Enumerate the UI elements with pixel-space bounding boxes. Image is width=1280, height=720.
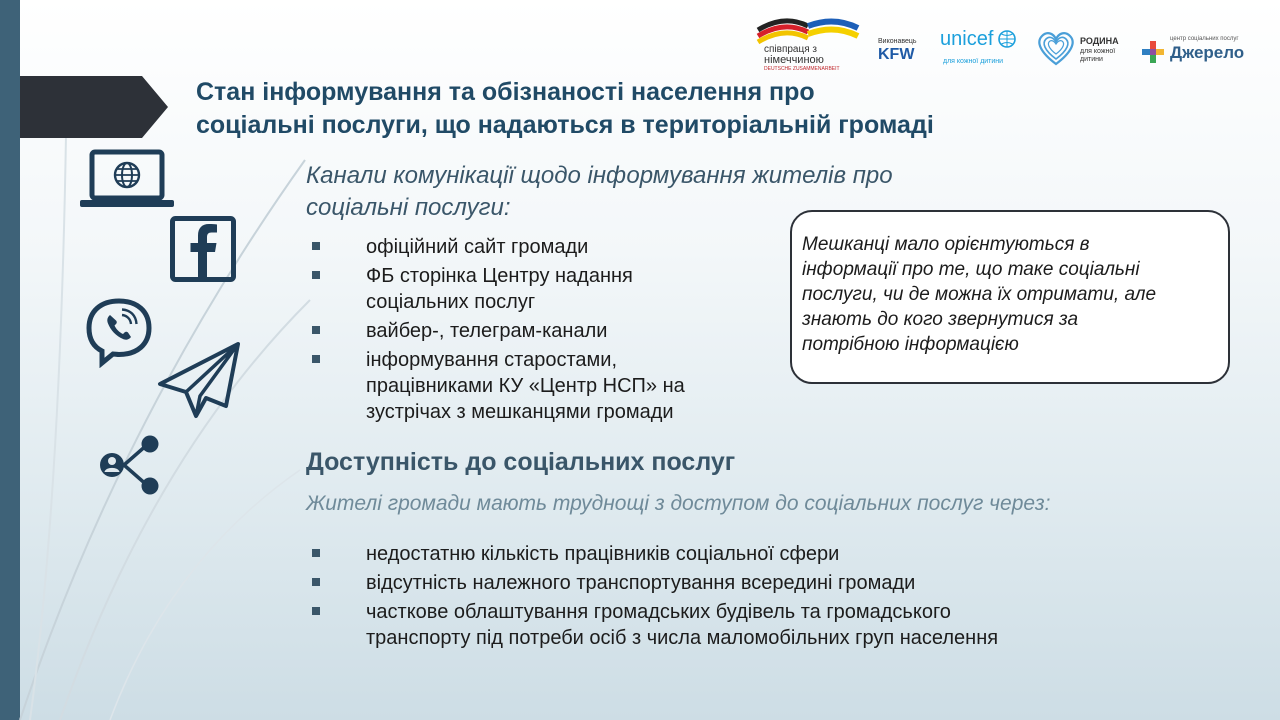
- list-item-line: офіційний сайт громади: [366, 236, 589, 258]
- list-item: [308, 234, 788, 260]
- list-item: [308, 347, 788, 425]
- list-item-line: недостатню кількість працівників соціальної сфери: [366, 543, 840, 565]
- list-item: [308, 318, 788, 344]
- list-item: [308, 599, 1208, 651]
- title-arrow-shape: [20, 76, 168, 138]
- list-item: [308, 263, 788, 315]
- facebook-icon: [170, 216, 236, 282]
- rodyna-logo: [1036, 26, 1132, 72]
- list-item: [308, 541, 1208, 567]
- unicef-sub: для кожної дитини: [943, 58, 1004, 65]
- rodyna-name: РОДИНА: [1080, 36, 1119, 46]
- partner-logos: [750, 14, 1270, 74]
- unicef-logo: [940, 28, 1020, 72]
- dzherelo-logo: [1142, 36, 1270, 70]
- rodyna-sub1: для кожної: [1080, 48, 1116, 55]
- unicef-name: unicef: [940, 28, 994, 50]
- list-item-line: транспорту під потреби осіб з числа маломобільних груп населення: [366, 627, 999, 649]
- kfw-logo: [878, 38, 928, 68]
- flags-heart-icon: [754, 14, 862, 46]
- giz-line2: німеччиною: [764, 54, 824, 66]
- callout-line: послуги, чи де можна їх отримати, але: [802, 284, 1157, 305]
- access-subheading: Жителі громади мають труднощі з доступом до соціальних послуг через:: [306, 492, 1051, 515]
- dzherelo-name: Джерело: [1170, 43, 1245, 62]
- slide-title-line: Стан інформування та обізнаності населення про: [196, 78, 815, 106]
- list-item-line: інформування старостами,: [366, 349, 618, 371]
- giz-logo: [754, 14, 862, 74]
- left-accent-bar: [0, 0, 20, 720]
- giz-line1: співпраця з: [764, 44, 817, 55]
- callout-line: Мешканці мало орієнтуються в: [802, 234, 1090, 255]
- list-item-line: працівниками КУ «Центр НСП» на: [366, 375, 685, 397]
- list-item-line: часткове облаштування громадських будівель та громадського: [366, 601, 951, 623]
- callout-line: потрібною інформацією: [802, 334, 1019, 355]
- slide-title: [196, 76, 1096, 142]
- list-item: [308, 570, 1208, 596]
- list-item-line: соціальних послуг: [366, 291, 536, 313]
- access-list: [308, 541, 1208, 654]
- channels-heading-line: Канали комунікації щодо інформування жителів про: [306, 162, 893, 189]
- callout-box: [790, 210, 1230, 384]
- paper-plane-icon: [156, 338, 244, 420]
- share-network-icon: [98, 434, 164, 498]
- slide-title-line: соціальні послуги, що надаються в територіальній громаді: [196, 111, 934, 139]
- channels-heading-line: соціальні послуги:: [306, 194, 511, 221]
- viber-icon: [84, 296, 154, 368]
- kfw-name: KFW: [878, 46, 915, 63]
- colorful-cross-icon: [1142, 41, 1164, 63]
- heart-icon: [1036, 28, 1076, 68]
- kfw-label: Виконавець: [878, 38, 917, 45]
- callout-text: [802, 232, 1214, 357]
- list-item-line: вайбер-, телеграм-канали: [366, 320, 608, 342]
- rodyna-sub2: дитини: [1080, 56, 1103, 63]
- list-item-line: відсутність належного транспортування всередині громади: [366, 572, 916, 594]
- access-heading: Доступність до соціальних послуг: [306, 448, 736, 476]
- laptop-globe-icon: [78, 148, 176, 212]
- unicef-globe-icon: [998, 30, 1016, 48]
- callout-line: інформації про те, що таке соціальні: [802, 259, 1140, 280]
- list-item-line: зустрічах з мешканцями громади: [366, 401, 674, 423]
- list-item-line: ФБ сторінка Центру надання: [366, 265, 633, 287]
- callout-line: знають до кого звернутися за: [802, 309, 1079, 330]
- giz-sub: DEUTSCHE ZUSAMMENARBEIT: [764, 66, 840, 72]
- channels-list: [308, 234, 788, 428]
- dzherelo-small: центр соціальних послуг: [1170, 36, 1239, 42]
